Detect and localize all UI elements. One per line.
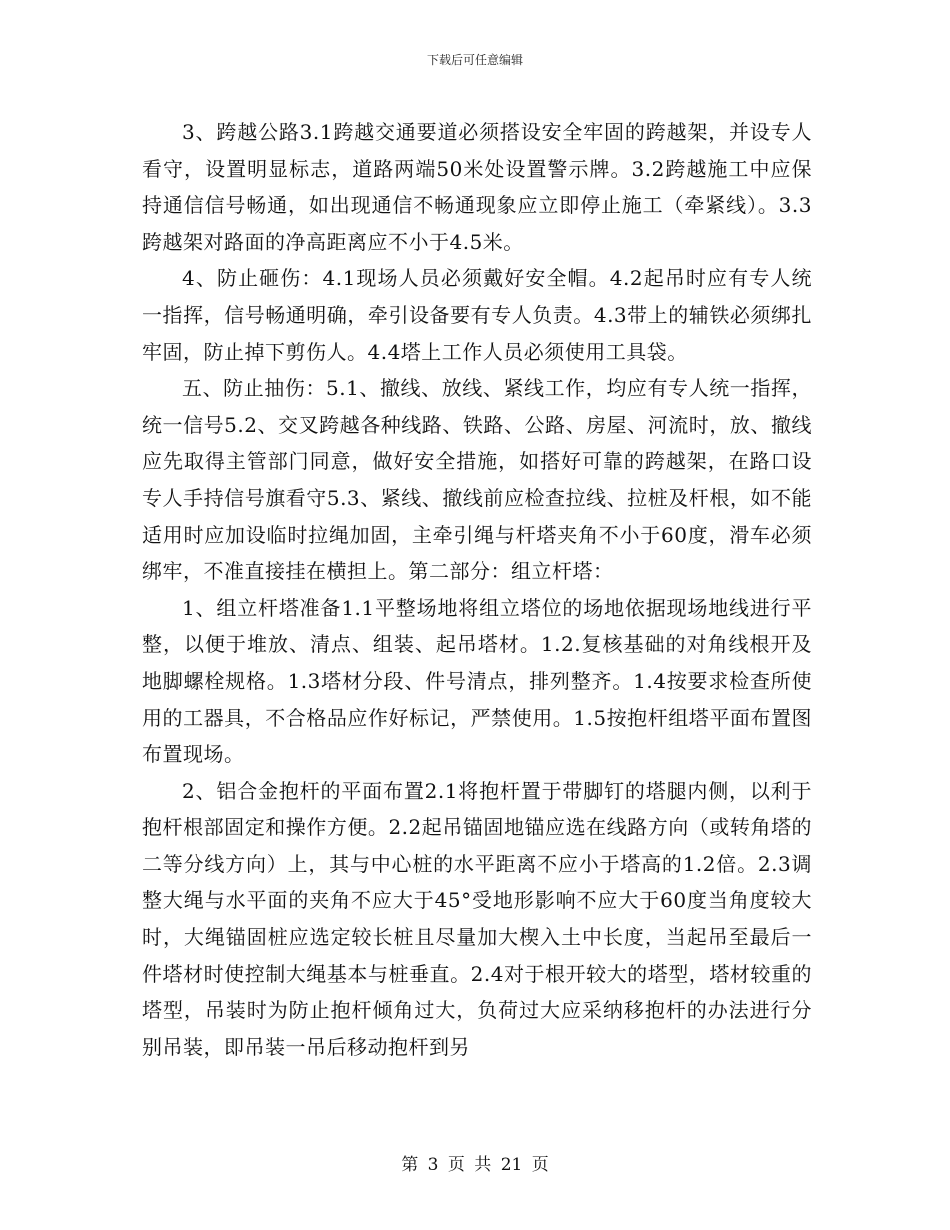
paragraph-gin-pole-layout: 2、铝合金抱杆的平面布置2.1将抱杆置于带脚钉的塔腿内侧，以利于抱杆根部固定和操作方便。2.2起吊锚固地锚应选在线路方向（或转角塔的二等分线方向）上，其与中心桩的水平距离不应小于塔高的1.2倍。2.3调整大绳与水平面的夹角不应大于45°受地形影响不应大于60度当角度较大时，大绳锚固桩应选定较长桩且尽量加大楔入土中长度，当起吊至最后一件塔材时使控制大绳基本与桩垂直。2.4对于根开较大的塔型，塔材较重的塔型，吊装时为防止抱杆倾角过大，负荷过大应采纳移抱杆的办法进行分别吊装，即吊装一吊后移动抱杆到另	[142, 778, 812, 1059]
page-number: 第 3 页 共 21 页	[401, 1155, 549, 1175]
document-body	[142, 114, 812, 1065]
paragraph-tower-preparation: 1、组立杆塔准备1.1平整场地将组立塔位的场地依据现场地线进行平整，以便于堆放、清点、组装、起吊塔材。1.2.复核基础的对角线根开及地脚螺栓规格。1.3塔材分段、件号清点，排列整齐。1.4按要求检查所使用的工器具，不合格品应作好标记，严禁使用。1.5按抱杆组塔平面布置图布置现场。	[142, 595, 812, 767]
paragraph-prevent-injury: 4、防止砸伤：4.1现场人员必须戴好安全帽。4.2起吊时应有专人统一指挥，信号畅通明确，牵引设备要有专人负责。4.3带上的辅铁必须绑扎牢固，防止掉下剪伤人。4.4塔上工作人员必须使用工具袋。	[142, 266, 812, 364]
paragraph-prevent-whip: 五、防止抽伤：5.1、撤线、放线、紧线工作，均应有专人统一指挥，统一信号5.2、交叉跨越各种线路、铁路、公路、房屋、河流时，放、撤线应先取得主管部门同意，做好安全措施，如搭好可靠的跨越架，在路口设专人手持信号旗看守5.3、紧线、撤线前应检查拉线、拉桩及杆根，如不能适用时应加设临时拉绳加固，主牵引绳与杆塔夹角不小于60度，滑车必须绑牢，不准直接挂在横担上。第二部分：组立杆塔：	[142, 376, 812, 584]
paragraph-crossing-road: 3、跨越公路3.1跨越交通要道必须搭设安全牢固的跨越架，并设专人看守，设置明显标志，道路两端50米处设置警示牌。3.2跨越施工中应保持通信信号畅通，如出现通信不畅通现象应立即停止施工（牵紧线）。3.3跨越架对路面的净高距离应不小于4.5米。	[142, 120, 812, 254]
page-header-note: 下载后可任意编辑	[426, 53, 523, 67]
